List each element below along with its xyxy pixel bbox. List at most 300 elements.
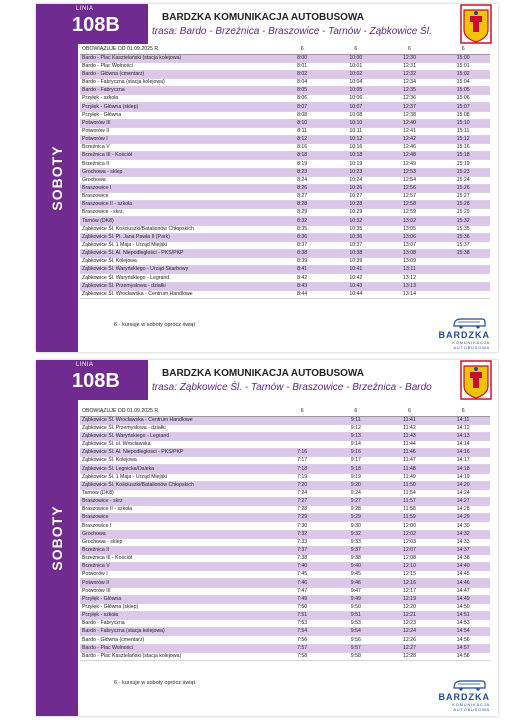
time: 7:20 (275, 481, 329, 489)
table-row (80, 579, 490, 587)
table-row (80, 176, 490, 184)
time: 8:04 (275, 79, 329, 87)
time: 12:02 (383, 530, 437, 538)
time: 13:11 (383, 266, 437, 274)
time: 10:12 (329, 136, 383, 144)
time: 14:29 (436, 514, 490, 522)
time: 10:07 (329, 103, 383, 111)
line-label: LINIA (76, 362, 94, 368)
stop-name: Ząbkowice Śl. Waryńskiego - Legrand (80, 432, 275, 440)
coat-of-arms-icon (460, 360, 492, 400)
time: 12:30 (383, 54, 437, 62)
time: 10:16 (329, 144, 383, 152)
stop-name: Przyłęk - Główna (80, 595, 275, 603)
stop-name: Grochowa - sklep (80, 538, 275, 546)
time: 12:38 (383, 111, 437, 119)
time: 14:56 (436, 636, 490, 644)
route-text: trasa: Bardo - Brzeźnica - Braszowice - Tarnów - Ząbkowice Śl. (152, 26, 432, 37)
time: 9:50 (329, 603, 383, 611)
time: 9:18 (329, 465, 383, 473)
company-title: BARDZKA KOMUNIKACJA AUTOBUSOWA (162, 12, 365, 23)
time: 8:16 (275, 144, 329, 152)
time: 12:17 (383, 587, 437, 595)
time: 7:54 (275, 628, 329, 636)
time: 7:49 (275, 595, 329, 603)
time: 7:29 (275, 514, 329, 522)
day-label: SOBOTY (49, 145, 65, 211)
time: 14:11 (436, 416, 490, 424)
time: 8:27 (275, 193, 329, 201)
time: 12:37 (383, 103, 437, 111)
time: 15:35 (436, 225, 490, 233)
table-row (80, 530, 490, 538)
time: 12:19 (383, 595, 437, 603)
table-row (80, 555, 490, 563)
time: 8:36 (275, 233, 329, 241)
stop-name: Bardo - Fabryczna (stacja kolejowa) (80, 628, 275, 636)
valid-from: OBOWIĄZUJE OD 01.09.2025 R. (80, 46, 275, 54)
stop-name: Ząbkowice Śl. Przemysłowa - działki (80, 424, 275, 432)
time: 13:05 (383, 225, 437, 233)
time: 15:10 (436, 119, 490, 127)
time: 9:51 (329, 612, 383, 620)
time: 8:35 (275, 225, 329, 233)
time: 15:38 (436, 250, 490, 258)
time: 9:33 (329, 538, 383, 546)
time: 10:04 (329, 79, 383, 87)
time: 9:32 (329, 530, 383, 538)
time: 9:38 (329, 555, 383, 563)
time: 9:30 (329, 522, 383, 530)
time: 15:27 (436, 193, 490, 201)
time: 9:46 (329, 579, 383, 587)
time: 7:46 (275, 579, 329, 587)
table-row (80, 225, 490, 233)
table-row (80, 538, 490, 546)
table-row (80, 628, 490, 636)
table-row (80, 250, 490, 258)
time: 9:54 (329, 628, 383, 636)
time: 15:32 (436, 217, 490, 225)
time: 9:27 (329, 498, 383, 506)
line-badge (36, 4, 148, 44)
time: 8:26 (275, 184, 329, 192)
table-row (80, 465, 490, 473)
timetable-bottom (80, 408, 490, 661)
time: 10:39 (329, 258, 383, 266)
time: 15:05 (436, 87, 490, 95)
table-row (80, 612, 490, 620)
stop-name: Brzeźnica V (80, 144, 275, 152)
time: 12:27 (383, 644, 437, 652)
stop-name: Braszowice - skrz. (80, 209, 275, 217)
stop-name: Ząbkowice Śl. Kolejowa (80, 258, 275, 266)
stop-name: Bardo - Plac Wolności (80, 644, 275, 652)
stop-name: Braszowice I (80, 184, 275, 192)
time: 10:38 (329, 250, 383, 258)
course-mark: 6 (275, 408, 329, 416)
time (436, 282, 490, 290)
time: 14:32 (436, 530, 490, 538)
coat-of-arms-icon (460, 4, 492, 44)
table-row (80, 119, 490, 127)
time: 14:46 (436, 579, 490, 587)
table-row (80, 416, 490, 424)
time: 10:10 (329, 119, 383, 127)
table-row (80, 282, 490, 290)
table-row (80, 449, 490, 457)
stop-name: Brzeźnica III - Kościół (80, 555, 275, 563)
bus-icon (452, 678, 486, 692)
stop-name: Ząbkowice Śl. 1 Maja - Urząd Miejski (80, 473, 275, 481)
time: 8:12 (275, 136, 329, 144)
time: 13:02 (383, 217, 437, 225)
time: 14:53 (436, 620, 490, 628)
course-mark: 6 (329, 46, 383, 54)
time (436, 258, 490, 266)
time: 14:50 (436, 603, 490, 611)
logo-name: BARDZKA (438, 692, 490, 702)
footnote: 6 - kursuje w soboty oprócz świąt (114, 680, 196, 686)
table-row (80, 111, 490, 119)
table-row (80, 652, 490, 660)
time: 12:58 (383, 201, 437, 209)
table-row (80, 522, 490, 530)
time: 15:23 (436, 168, 490, 176)
stop-name: Brzeźnica III - Kościół (80, 152, 275, 160)
stop-name: Braszowice (80, 514, 275, 522)
table-row (80, 506, 490, 514)
time: 12:16 (383, 579, 437, 587)
time: 12:59 (383, 209, 437, 217)
time: 8:29 (275, 209, 329, 217)
table-row (80, 136, 490, 144)
table-row (80, 70, 490, 78)
time: 14:20 (436, 481, 490, 489)
time: 9:37 (329, 546, 383, 554)
time: 7:58 (275, 652, 329, 660)
stop-name: Potworów III (80, 587, 275, 595)
table-row (80, 644, 490, 652)
time: 14:27 (436, 498, 490, 506)
time: 7:51 (275, 612, 329, 620)
time: 8:06 (275, 95, 329, 103)
stop-name: Ząbkowice Śl. Kościuszki/Batalionów Chłopskich (80, 481, 275, 489)
stop-name: Przyłęk - szkoła (80, 95, 275, 103)
table-row (80, 563, 490, 571)
table-row (80, 432, 490, 440)
stop-name: Ząbkowice Śl. Al. Niepodległości - PKS/PKP (80, 250, 275, 258)
time: 14:40 (436, 563, 490, 571)
time: 9:45 (329, 571, 383, 579)
stop-name: Tarnów (DK8) (80, 217, 275, 225)
line-badge (36, 360, 148, 400)
table-row (80, 127, 490, 135)
side-band (36, 4, 78, 352)
table-row (80, 620, 490, 628)
time: 9:58 (329, 652, 383, 660)
time: 10:35 (329, 225, 383, 233)
time: 14:16 (436, 449, 490, 457)
time: 8:28 (275, 201, 329, 209)
time: 13:13 (383, 282, 437, 290)
time: 14:13 (436, 432, 490, 440)
time: 12:56 (383, 184, 437, 192)
stop-name: Ząbkowice Śl. Wrocławska - Centrum Handlowe (80, 290, 275, 298)
stop-name: Ząbkowice Śl. Al. Niepodległości - PKS/PKP (80, 449, 275, 457)
time: 12:35 (383, 87, 437, 95)
header-row (80, 46, 490, 54)
time: 12:26 (383, 636, 437, 644)
time: 7:38 (275, 555, 329, 563)
company-logo (428, 330, 490, 350)
timetable-card-top (36, 4, 498, 352)
course-mark: 6 (383, 46, 437, 54)
time: 8:38 (275, 250, 329, 258)
time: 14:18 (436, 465, 490, 473)
time: 10:24 (329, 176, 383, 184)
table-row (80, 54, 490, 62)
time: 7:32 (275, 530, 329, 538)
stop-name: Brzeźnica II (80, 160, 275, 168)
time: 12:32 (383, 70, 437, 78)
course-mark: 6 (436, 46, 490, 54)
time: 7:50 (275, 603, 329, 611)
time: 8:01 (275, 62, 329, 70)
table-row (80, 514, 490, 522)
time: 9:29 (329, 514, 383, 522)
time: 9:24 (329, 489, 383, 497)
time: 11:57 (383, 498, 437, 506)
day-label: SOBOTY (49, 505, 65, 571)
table-row (80, 217, 490, 225)
stop-name: Grochowa (80, 530, 275, 538)
time: 12:21 (383, 612, 437, 620)
table-row (80, 498, 490, 506)
time: 9:17 (329, 457, 383, 465)
table-row (80, 603, 490, 611)
stop-name: Ząbkowice Śl. Legnicka/Daleka (80, 465, 275, 473)
time: 8:05 (275, 87, 329, 95)
stop-name: Ząbkowice Śl. ul. Wrocławska (80, 441, 275, 449)
stop-name: Potworów III (80, 119, 275, 127)
time: 15:11 (436, 127, 490, 135)
table-row (80, 571, 490, 579)
time: 12:40 (383, 119, 437, 127)
time: 11:48 (383, 465, 437, 473)
time: 14:45 (436, 571, 490, 579)
time: 10:11 (329, 127, 383, 135)
time: 8:11 (275, 127, 329, 135)
time: 13:14 (383, 290, 437, 298)
time: 8:10 (275, 119, 329, 127)
table-row (80, 103, 490, 111)
time: 10:05 (329, 87, 383, 95)
table-row (80, 274, 490, 282)
side-band (36, 360, 78, 716)
time (275, 432, 329, 440)
logo-name: BARDZKA (438, 330, 490, 340)
time: 15:02 (436, 70, 490, 78)
time: 7:53 (275, 620, 329, 628)
table-row (80, 441, 490, 449)
time: 7:37 (275, 546, 329, 554)
stop-name: Przyłęk - Główna (sklep) (80, 603, 275, 611)
line-number: 108B (72, 370, 120, 392)
time: 12:23 (383, 620, 437, 628)
table-row (80, 595, 490, 603)
table-row (80, 209, 490, 217)
company-title: BARDZKA KOMUNIKACJA AUTOBUSOWA (162, 368, 365, 379)
time: 14:14 (436, 441, 490, 449)
header-row (80, 408, 490, 416)
bus-icon (452, 316, 486, 330)
time: 8:00 (275, 54, 329, 62)
time: 9:19 (329, 473, 383, 481)
table-row (80, 152, 490, 160)
table-row (80, 587, 490, 595)
time (436, 274, 490, 282)
time: 15:26 (436, 184, 490, 192)
time: 15:06 (436, 95, 490, 103)
time: 10:19 (329, 160, 383, 168)
table-row (80, 233, 490, 241)
stop-name: Potworów I (80, 136, 275, 144)
time: 12:20 (383, 603, 437, 611)
stop-name: Bardo - Główna (cmentarz) (80, 636, 275, 644)
time: 15:16 (436, 144, 490, 152)
stop-name: Braszowice (80, 193, 275, 201)
stop-name: Bardo - Fabryczna (80, 87, 275, 95)
time: 7:27 (275, 498, 329, 506)
table-row (80, 184, 490, 192)
stop-name: Ząbkowice Śl. Kolejowa (80, 457, 275, 465)
time: 13:07 (383, 241, 437, 249)
time: 14:24 (436, 489, 490, 497)
time: 8:44 (275, 290, 329, 298)
time (436, 266, 490, 274)
time: 10:41 (329, 266, 383, 274)
time: 12:42 (383, 136, 437, 144)
time (436, 290, 490, 298)
time: 15:12 (436, 136, 490, 144)
table-row (80, 546, 490, 554)
table-row (80, 290, 490, 298)
course-mark: 6 (383, 408, 437, 416)
time: 10:18 (329, 152, 383, 160)
time: 10:42 (329, 274, 383, 282)
table-row (80, 62, 490, 70)
time (275, 441, 329, 449)
stop-name: Grochowa - sklep (80, 168, 275, 176)
time: 11:47 (383, 457, 437, 465)
time: 9:28 (329, 506, 383, 514)
time: 8:02 (275, 70, 329, 78)
table-row (80, 241, 490, 249)
time: 13:09 (383, 258, 437, 266)
time: 10:00 (329, 54, 383, 62)
time: 8:32 (275, 217, 329, 225)
time: 14:33 (436, 538, 490, 546)
time: 10:26 (329, 184, 383, 192)
time: 13:06 (383, 233, 437, 241)
time: 15:01 (436, 62, 490, 70)
time: 14:57 (436, 644, 490, 652)
table-row (80, 457, 490, 465)
time: 10:01 (329, 62, 383, 70)
time: 13:12 (383, 274, 437, 282)
logo-subtitle: KOMUNIKACJA AUTOBUSOWA (452, 702, 490, 712)
time: 9:16 (329, 449, 383, 457)
timetable-top (80, 46, 490, 299)
stop-name: Ząbkowice Śl. 1 Maja - Urząd Miejski (80, 241, 275, 249)
footnote: 6 - kursuje w soboty oprócz świąt (114, 322, 196, 328)
time: 7:33 (275, 538, 329, 546)
time: 11:49 (383, 473, 437, 481)
course-mark: 6 (436, 408, 490, 416)
table-row (80, 144, 490, 152)
stop-name: Przyłęk - Główna (80, 111, 275, 119)
table-row (80, 266, 490, 274)
time: 11:41 (383, 416, 437, 424)
stop-name: Bardo - Fabryczna (80, 620, 275, 628)
time: 11:43 (383, 432, 437, 440)
stop-name: Bardo - Plac Kasztelański (stacja kolejowa) (80, 652, 275, 660)
time: 14:28 (436, 506, 490, 514)
time: 9:53 (329, 620, 383, 628)
time: 10:29 (329, 209, 383, 217)
time: 12:57 (383, 193, 437, 201)
stop-name: Przyłęk - Główna (sklep) (80, 103, 275, 111)
time: 8:41 (275, 266, 329, 274)
time: 11:54 (383, 489, 437, 497)
table-row (80, 168, 490, 176)
time: 15:07 (436, 103, 490, 111)
time: 7:47 (275, 587, 329, 595)
time: 13:08 (383, 250, 437, 258)
time: 7:17 (275, 457, 329, 465)
timetable-card-bottom (36, 360, 498, 716)
line-number: 108B (72, 14, 120, 36)
time: 9:57 (329, 644, 383, 652)
time (275, 424, 329, 432)
stop-name: Braszowice II - szkoła (80, 506, 275, 514)
time: 14:51 (436, 612, 490, 620)
stop-name: Tarnów (DK8) (80, 489, 275, 497)
time: 8:18 (275, 152, 329, 160)
course-mark: 6 (275, 46, 329, 54)
time: 8:24 (275, 176, 329, 184)
time: 12:36 (383, 95, 437, 103)
time: 15:36 (436, 233, 490, 241)
time: 12:08 (383, 555, 437, 563)
time: 12:10 (383, 563, 437, 571)
time: 7:19 (275, 473, 329, 481)
time: 10:23 (329, 168, 383, 176)
table-row (80, 481, 490, 489)
time: 7:57 (275, 644, 329, 652)
time: 12:34 (383, 79, 437, 87)
time: 14:58 (436, 652, 490, 660)
time: 12:48 (383, 152, 437, 160)
stop-name: Ząbkowice Śl. Pl. Jana Pawła II (Park) (80, 233, 275, 241)
time: 7:28 (275, 506, 329, 514)
time: 8:39 (275, 258, 329, 266)
time: 7:24 (275, 489, 329, 497)
time: 14:47 (436, 587, 490, 595)
time: 10:44 (329, 290, 383, 298)
table-row (80, 95, 490, 103)
